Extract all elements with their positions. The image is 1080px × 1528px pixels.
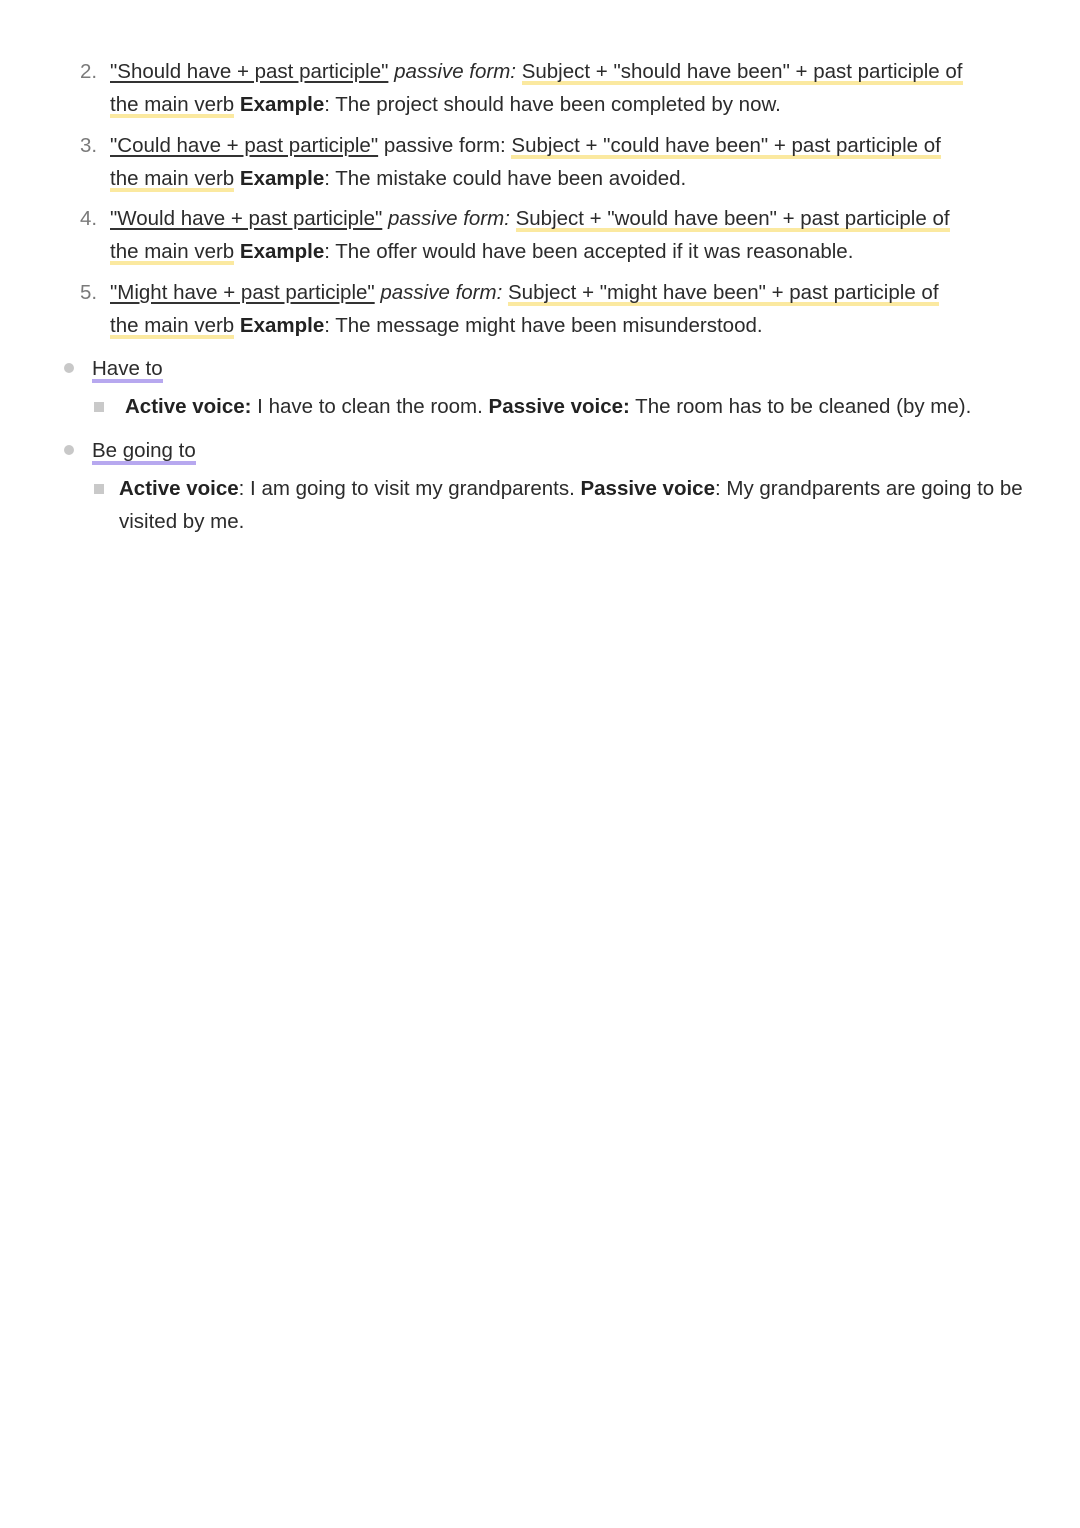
term: "Could have + past participle" bbox=[110, 134, 379, 157]
example-text: : The message might have been misunderstood. bbox=[324, 314, 763, 337]
list-number: 4. bbox=[80, 207, 98, 230]
bullet-item-be-going-to bbox=[62, 434, 1022, 467]
bullet-label: Have to bbox=[92, 357, 163, 383]
bullet-item-have-to bbox=[62, 352, 1022, 385]
passive-form-label: passive form: bbox=[378, 134, 512, 157]
numbered-item-2 bbox=[80, 55, 1030, 121]
sub-item-text bbox=[119, 472, 1027, 538]
active-voice-text: : I am going to visit my grandparents. bbox=[238, 477, 581, 500]
example-text: : The offer would have been accepted if it was reasonable. bbox=[324, 240, 854, 263]
example-text: : The mistake could have been avoided. bbox=[324, 167, 687, 190]
list-number: 5. bbox=[80, 281, 98, 304]
active-voice-text: I have to clean the room. bbox=[251, 395, 489, 418]
example-label: Example bbox=[239, 240, 325, 263]
item-text bbox=[110, 276, 1030, 342]
structure: Subject + "could have been" + past participle of bbox=[511, 134, 941, 157]
passive-form-label: passive form: bbox=[388, 60, 516, 83]
example-label: Example bbox=[239, 314, 325, 337]
structure: Subject + "should have been" + past participle of bbox=[521, 60, 963, 83]
term: "Would have + past participle" bbox=[110, 207, 383, 230]
passive-voice-label: Passive voice bbox=[580, 477, 715, 500]
list-number: 3. bbox=[80, 134, 98, 157]
active-voice-label: Active voice: bbox=[125, 395, 252, 418]
example-label: Example bbox=[239, 93, 325, 116]
structure-cont: the main verb bbox=[110, 167, 235, 190]
numbered-item-4 bbox=[80, 202, 1030, 268]
bullet-dot-icon bbox=[64, 363, 74, 373]
example-text: : The project should have been completed by now. bbox=[324, 93, 781, 116]
sub-item-have-to-example bbox=[92, 390, 1027, 423]
passive-voice-label: Passive voice: bbox=[488, 395, 630, 418]
item-text bbox=[110, 55, 1030, 121]
passive-form-label: passive form: bbox=[374, 281, 503, 304]
square-bullet-icon bbox=[94, 484, 104, 494]
structure-cont: the main verb bbox=[110, 93, 235, 116]
structure-cont: the main verb bbox=[110, 240, 235, 263]
list-number: 2. bbox=[80, 60, 98, 83]
passive-voice-text: The room has to be cleaned (by me). bbox=[629, 395, 972, 418]
structure-cont: the main verb bbox=[110, 314, 235, 337]
sub-item-be-going-to-example bbox=[92, 472, 1027, 538]
bullet-dot-icon bbox=[64, 445, 74, 455]
example-label: Example bbox=[239, 167, 325, 190]
structure: Subject + "would have been" + past participle of bbox=[515, 207, 950, 230]
term: "Might have + past participle" bbox=[110, 281, 375, 304]
passive-form-label: passive form: bbox=[382, 207, 510, 230]
passive-voice-text: : My grandparents are going to be visited by me. bbox=[119, 477, 1023, 533]
term: "Should have + past participle" bbox=[110, 60, 389, 83]
sub-item-text bbox=[125, 390, 1027, 423]
numbered-item-5 bbox=[80, 276, 1030, 342]
item-text bbox=[110, 202, 1030, 268]
active-voice-label: Active voice bbox=[119, 477, 239, 500]
square-bullet-icon bbox=[94, 402, 104, 412]
structure: Subject + "might have been" + past participle of bbox=[508, 281, 939, 304]
numbered-item-3 bbox=[80, 129, 1030, 195]
item-text bbox=[110, 129, 1030, 195]
bullet-label: Be going to bbox=[92, 439, 196, 465]
